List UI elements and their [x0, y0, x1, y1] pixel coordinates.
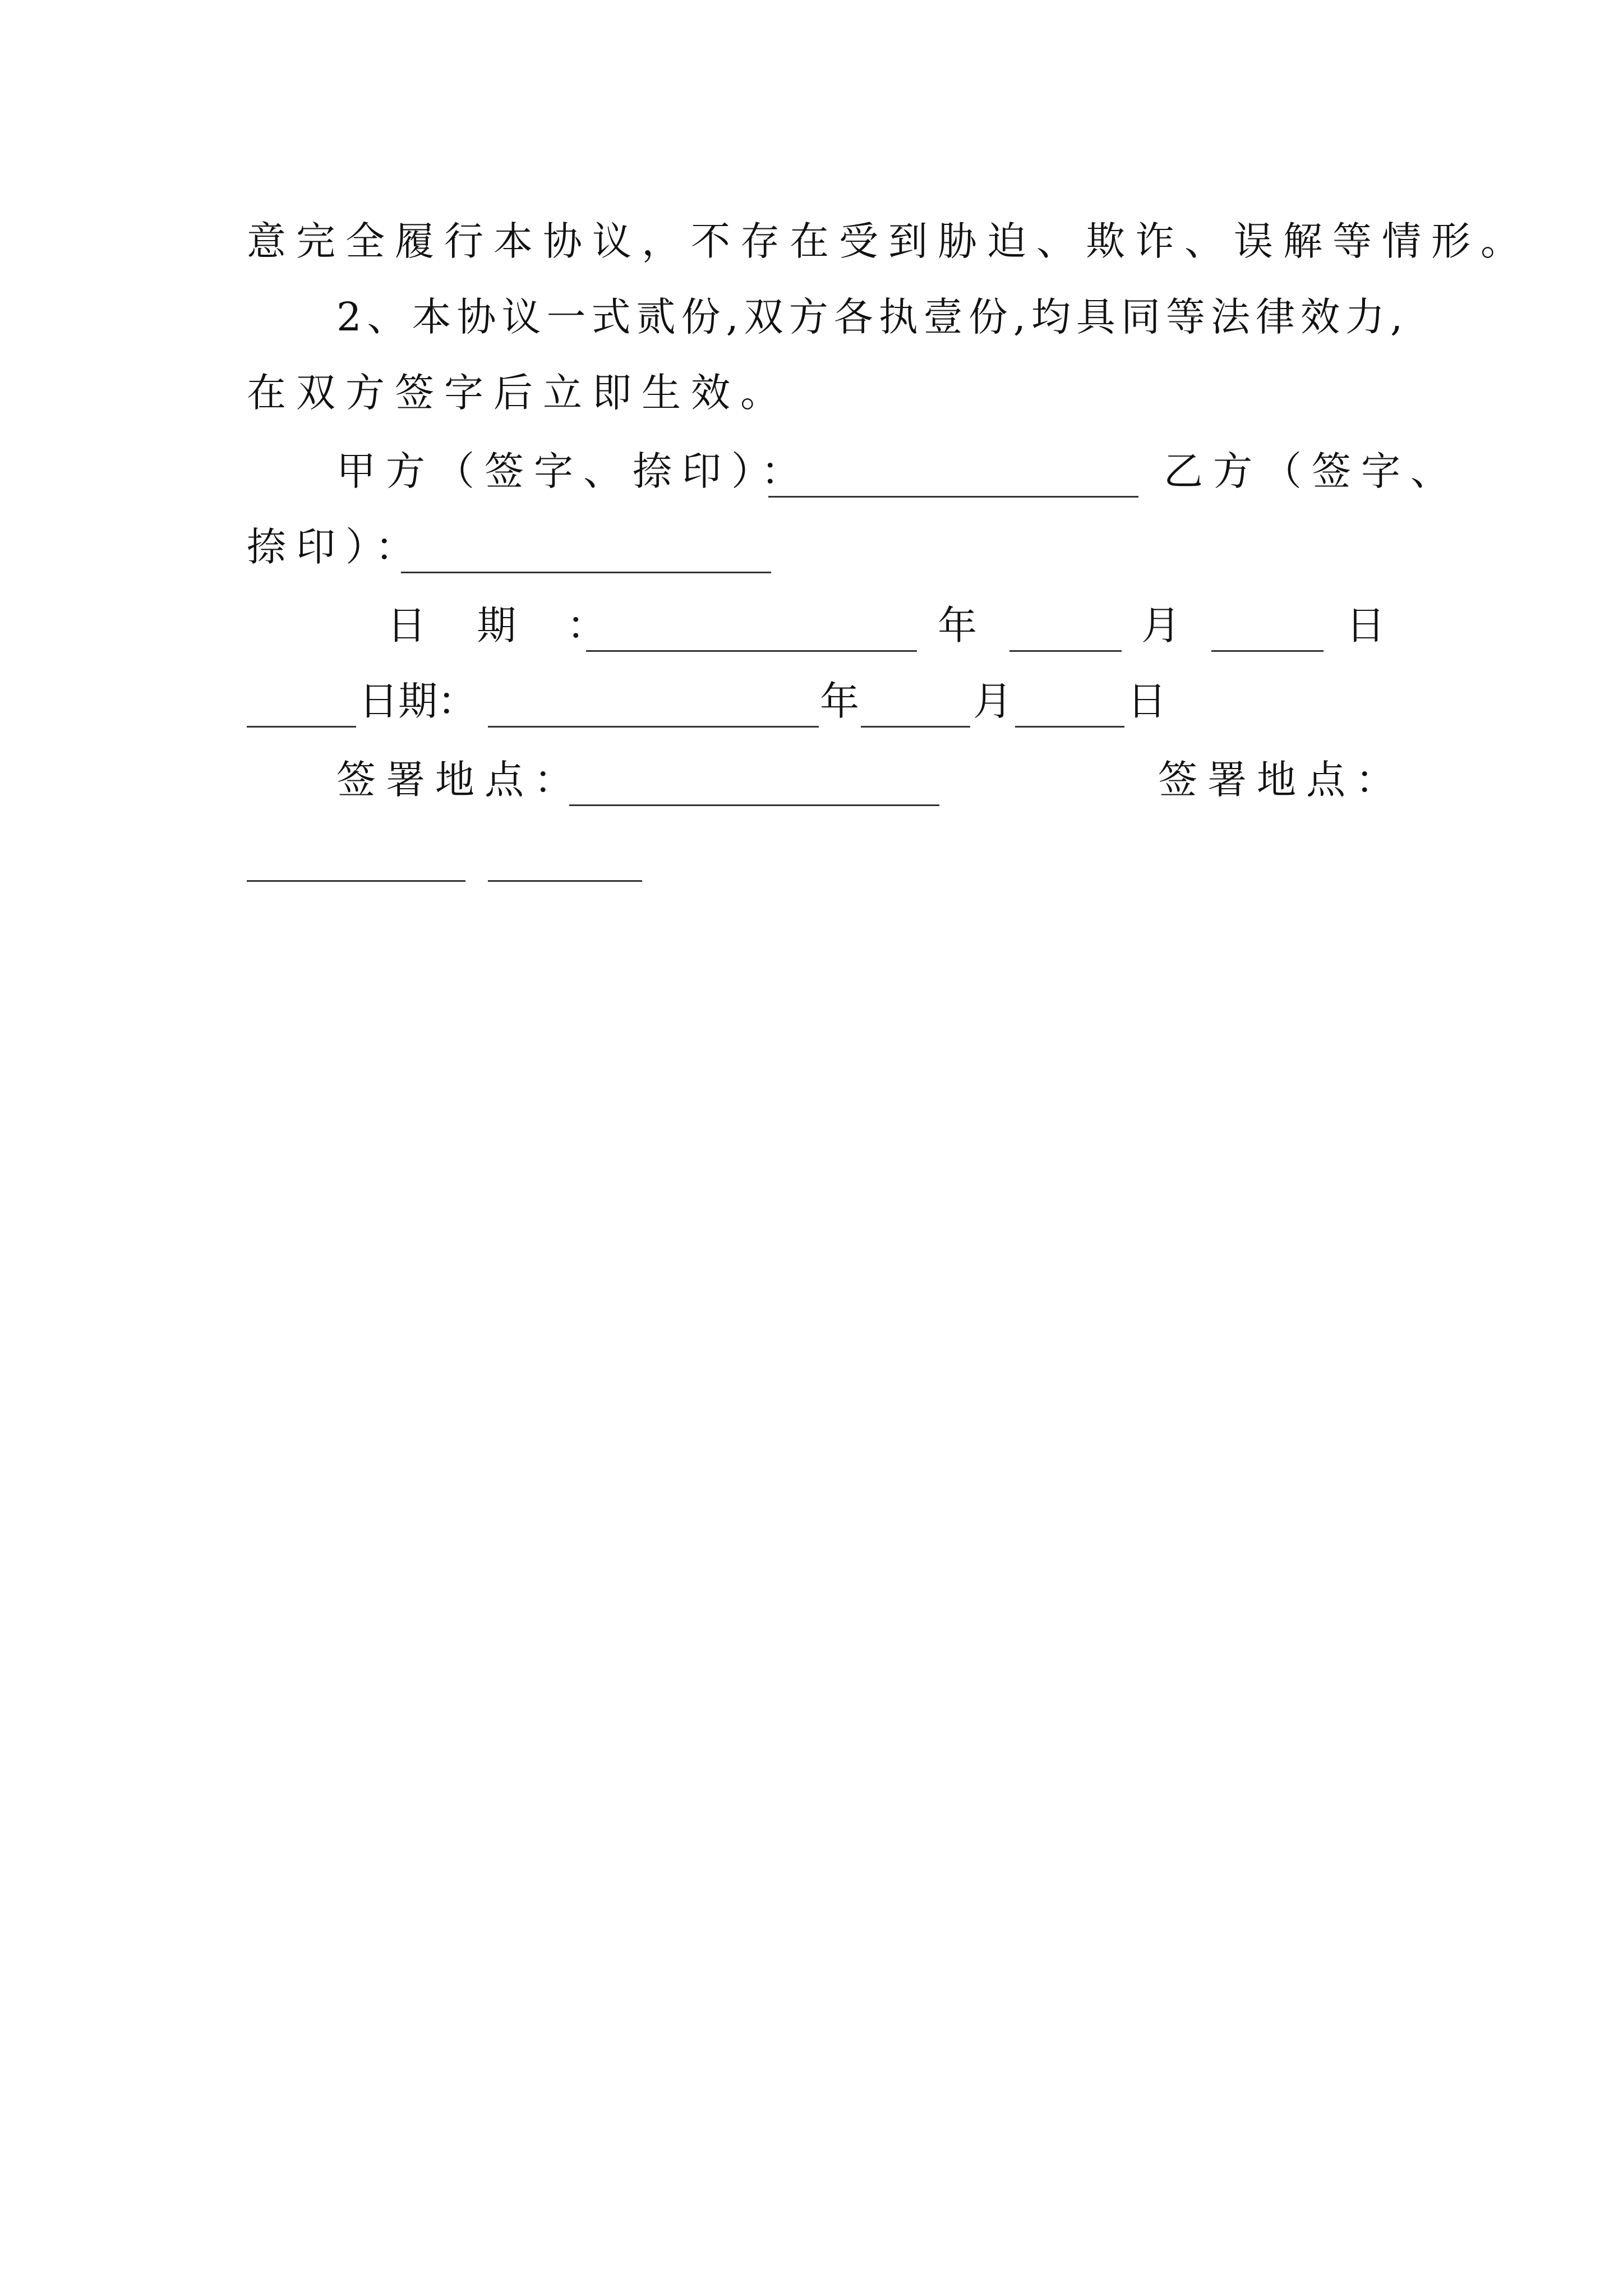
party-b-day-blank[interactable] — [1015, 691, 1124, 728]
party-b-leading-blank[interactable] — [247, 691, 356, 728]
paragraph-2-line-1: 2、本协议一式贰份,双方各执壹份,均具同等法律效力, — [336, 294, 1409, 340]
paragraph-2-line-2: 在双方签字后立即生效。 — [247, 370, 790, 416]
paragraph-1-line-1: 意完全履行本协议，不存在受到胁迫、欺诈、误解等情形。 — [247, 218, 1530, 264]
party-b-place-blank[interactable] — [247, 845, 465, 882]
party-b-signature-blank[interactable] — [401, 537, 771, 573]
party-b-label-part-1: 乙方（签字、 — [1164, 448, 1460, 494]
party-a-signature-blank[interactable] — [768, 461, 1138, 498]
party-a-place-blank[interactable] — [569, 770, 939, 806]
party-b-day-label: 日 — [1127, 678, 1166, 724]
party-a-date-label: 日 期 ： — [387, 602, 625, 648]
party-a-month-label: 月 — [1141, 602, 1181, 648]
party-a-year-label: 年 — [938, 602, 977, 648]
party-b-month-blank[interactable] — [861, 691, 970, 728]
party-b-year-label: 年 — [820, 678, 859, 724]
party-b-place-blank-extension[interactable] — [488, 845, 642, 882]
party-b-label-part-2: 捺印）： — [247, 524, 425, 570]
party-b-year-blank[interactable] — [488, 691, 819, 728]
party-a-year-blank[interactable] — [586, 615, 917, 652]
party-a-day-blank[interactable] — [1211, 615, 1324, 652]
party-a-row — [336, 443, 810, 499]
party-a-day-label: 日 — [1346, 602, 1385, 648]
party-a-month-blank[interactable] — [1009, 615, 1122, 652]
party-b-date-label: 日期： — [359, 678, 477, 724]
party-b-place-label: 签署地点： — [1158, 757, 1405, 803]
party-a-place-label: 签署地点： — [336, 757, 583, 803]
party-a-label: 甲方（签字、捺印）： — [336, 448, 810, 494]
party-b-month-label: 月 — [973, 678, 1012, 724]
